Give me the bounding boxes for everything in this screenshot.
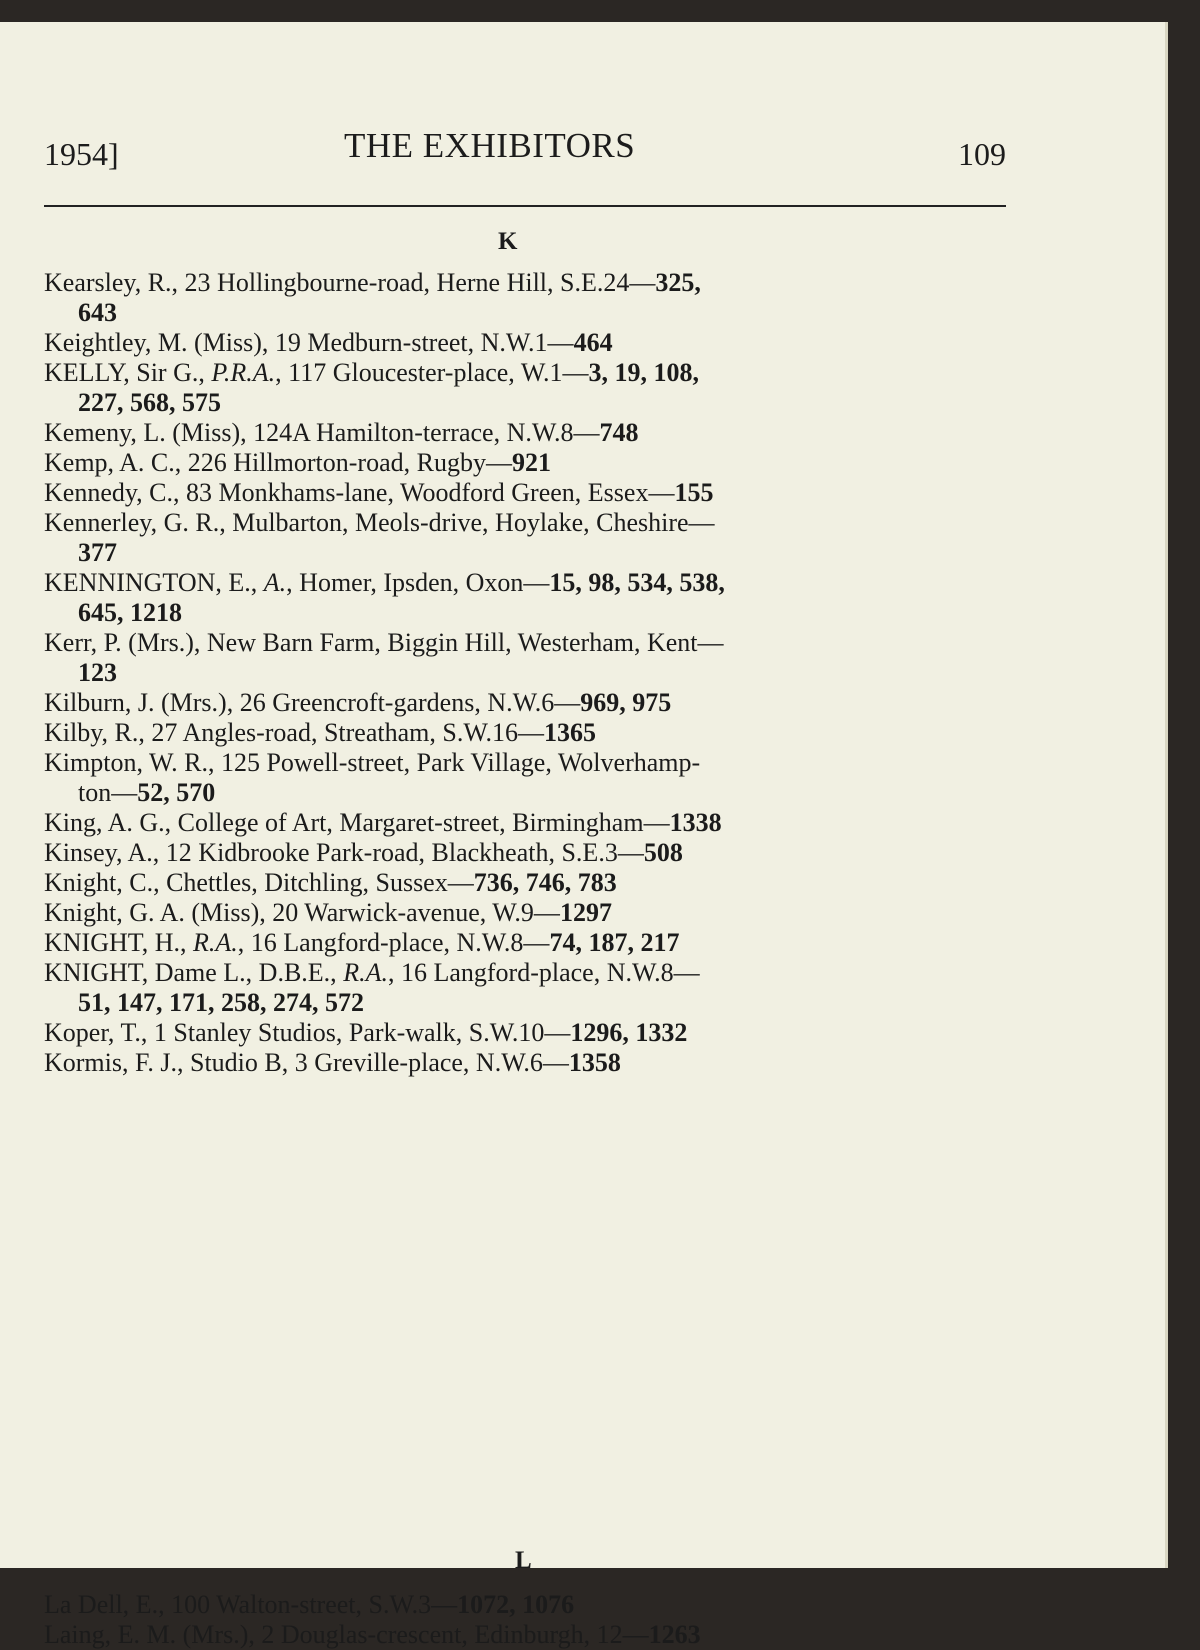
catalogue-numbers: 748	[599, 418, 639, 447]
exhibitor-address: Kearsley, R., 23 Hollingbourne-road, Herne Hill, S.E.24—	[44, 268, 656, 297]
catalogue-numbers: 1358	[568, 1048, 621, 1077]
exhibitor-address: Kemp, A. C., 226 Hillmorton-road, Rugby—	[44, 448, 512, 477]
exhibitor-address: Keightley, M. (Miss), 19 Medburn-street, N.W.1—	[44, 328, 574, 357]
academy-title: R.A.	[343, 958, 388, 987]
exhibitor-entry	[44, 508, 1034, 568]
entry-line	[44, 958, 1034, 988]
catalogue-numbers: 969, 975	[580, 688, 672, 717]
catalogue-numbers: 74, 187, 217	[549, 928, 680, 957]
section-letter-l: L	[515, 1547, 532, 1574]
catalogue-numbers: 52, 570	[137, 778, 216, 807]
entry-line	[44, 808, 1034, 838]
entry-continuation	[44, 988, 1034, 1018]
entry-line	[44, 748, 1034, 778]
exhibitor-entry	[44, 478, 1034, 508]
exhibitor-name: KNIGHT, H.,	[44, 928, 193, 957]
running-header	[44, 126, 1006, 176]
exhibitor-entry	[44, 1018, 1034, 1048]
exhibitor-address: Laing, E. M. (Mrs.), 2 Douglas-crescent, Edinburgh, 12—	[44, 1620, 649, 1649]
entry-continuation	[44, 778, 1034, 808]
exhibitor-address: Kennedy, C., 83 Monkhams-lane, Woodford Green, Essex—	[44, 478, 675, 507]
catalogue-numbers: 1263	[648, 1620, 701, 1649]
exhibitor-entry	[44, 448, 1034, 478]
catalogue-numbers: 155	[674, 478, 714, 507]
academy-title: P.R.A.	[211, 358, 276, 387]
catalogue-numbers: 1338	[669, 808, 722, 837]
exhibitor-address: Kemeny, L. (Miss), 124A Hamilton-terrace, N.W.8—	[44, 418, 600, 447]
exhibitor-name: KNIGHT, Dame L., D.B.E.,	[44, 958, 344, 987]
entry-line	[44, 1048, 1034, 1078]
catalogue-numbers: 643	[78, 298, 117, 327]
exhibitor-address: King, A. G., College of Art, Margaret-street, Birmingham—	[44, 808, 670, 837]
catalogue-numbers: 645, 1218	[78, 598, 182, 627]
exhibitor-address: Kimpton, W. R., 125 Powell-street, Park Village, Wolverhamp-	[44, 748, 701, 777]
catalogue-numbers: 325,	[655, 268, 701, 297]
academy-title: A.	[263, 568, 287, 597]
entry-line	[44, 568, 1034, 598]
entry-line	[44, 328, 1034, 358]
entry-line	[44, 1620, 1034, 1650]
exhibitor-entry	[44, 898, 1034, 928]
academy-title: R.A.	[193, 928, 238, 957]
catalogue-numbers: 921	[511, 448, 551, 477]
exhibitor-address: , Homer, Ipsden, Oxon—	[286, 568, 550, 597]
exhibitor-entry	[44, 328, 1034, 358]
header-rule	[44, 205, 1006, 207]
entry-line	[44, 478, 1034, 508]
catalogue-numbers: 736, 746, 783	[473, 868, 617, 897]
catalogue-numbers: 15, 98, 534, 538,	[549, 568, 725, 597]
catalogue-numbers: 464	[573, 328, 613, 357]
entry-line	[44, 1590, 1034, 1620]
exhibitor-address: Kormis, F. J., Studio B, 3 Greville-place, N.W.6—	[44, 1048, 569, 1077]
exhibitor-address: Knight, G. A. (Miss), 20 Warwick-avenue, W.9—	[44, 898, 560, 927]
catalogue-numbers: 227, 568, 575	[78, 388, 221, 417]
book-page	[0, 22, 1168, 1649]
exhibitor-name: KENNINGTON, E.,	[44, 568, 264, 597]
exhibitor-entry	[44, 808, 1034, 838]
exhibitor-entry	[44, 928, 1034, 958]
catalogue-numbers: 1365	[543, 718, 596, 747]
address-continuation: ton—	[78, 778, 138, 807]
exhibitor-entry	[44, 1590, 1034, 1620]
entry-continuation	[44, 388, 1034, 418]
exhibitor-entry	[44, 868, 1034, 898]
entry-line	[44, 418, 1034, 448]
exhibitor-entry	[44, 358, 1034, 418]
exhibitor-entry	[44, 838, 1034, 868]
entry-line	[44, 628, 1034, 658]
catalogue-numbers: 377	[78, 538, 117, 567]
page-title: THE EXHIBITORS	[344, 126, 636, 165]
entry-continuation	[44, 658, 1034, 688]
entry-line	[44, 718, 1034, 748]
exhibitor-address: , 117 Gloucester-place, W.1—	[275, 358, 589, 387]
exhibitor-entry	[44, 268, 1034, 328]
exhibitor-address: Kilby, R., 27 Angles-road, Streatham, S.W.16—	[44, 718, 544, 747]
entry-continuation	[44, 598, 1034, 628]
entry-line	[44, 268, 1034, 298]
exhibitor-address: Koper, T., 1 Stanley Studios, Park-walk, S.W.10—	[44, 1018, 571, 1047]
entry-line	[44, 898, 1034, 928]
entry-continuation	[44, 538, 1034, 568]
exhibitor-address: Kinsey, A., 12 Kidbrooke Park-road, Blackheath, S.E.3—	[44, 838, 644, 867]
exhibitor-address: Knight, C., Chettles, Ditchling, Sussex—	[44, 868, 474, 897]
exhibitor-entry	[44, 628, 1034, 688]
exhibitor-list-k	[44, 268, 1034, 1078]
exhibitor-address: Kilburn, J. (Mrs.), 26 Greencroft-gardens, N.W.6—	[44, 688, 581, 717]
exhibitor-entry	[44, 1048, 1034, 1078]
entry-line	[44, 1018, 1034, 1048]
entry-line	[44, 508, 1034, 538]
catalogue-numbers: 1072, 1076	[457, 1590, 575, 1619]
exhibitor-entry	[44, 718, 1034, 748]
exhibitor-address: , 16 Langford-place, N.W.8—	[387, 958, 700, 987]
catalogue-numbers: 1296, 1332	[570, 1018, 688, 1047]
exhibitor-address: Kennerley, G. R., Mulbarton, Meols-drive, Hoylake, Cheshire—	[44, 508, 715, 537]
catalogue-numbers: 508	[643, 838, 683, 867]
exhibitor-address: La Dell, E., 100 Walton-street, S.W.3—	[44, 1590, 458, 1619]
exhibitor-address: , 16 Langford-place, N.W.8—	[237, 928, 550, 957]
exhibitor-entry	[44, 418, 1034, 448]
entry-continuation	[44, 298, 1034, 328]
exhibitor-address: Kerr, P. (Mrs.), New Barn Farm, Biggin Hill, Westerham, Kent—	[44, 628, 724, 657]
exhibitor-list-l	[44, 1590, 1034, 1650]
page-number: 109	[958, 136, 1006, 172]
header-year: 1954]	[44, 136, 119, 172]
catalogue-numbers: 1297	[559, 898, 612, 927]
catalogue-numbers: 3, 19, 108,	[588, 358, 699, 387]
section-letter-k: K	[498, 228, 518, 255]
exhibitor-entry	[44, 748, 1034, 808]
exhibitor-entry	[44, 1620, 1034, 1650]
exhibitor-entry	[44, 568, 1034, 628]
entry-line	[44, 688, 1034, 718]
exhibitor-entry	[44, 688, 1034, 718]
entry-line	[44, 838, 1034, 868]
catalogue-numbers: 51, 147, 171, 258, 274, 572	[78, 988, 364, 1017]
entry-line	[44, 448, 1034, 478]
entry-line	[44, 358, 1034, 388]
entry-line	[44, 928, 1034, 958]
catalogue-numbers: 123	[78, 658, 117, 687]
exhibitor-entry	[44, 958, 1034, 1018]
entry-line	[44, 868, 1034, 898]
exhibitor-name: KELLY, Sir G.,	[44, 358, 212, 387]
